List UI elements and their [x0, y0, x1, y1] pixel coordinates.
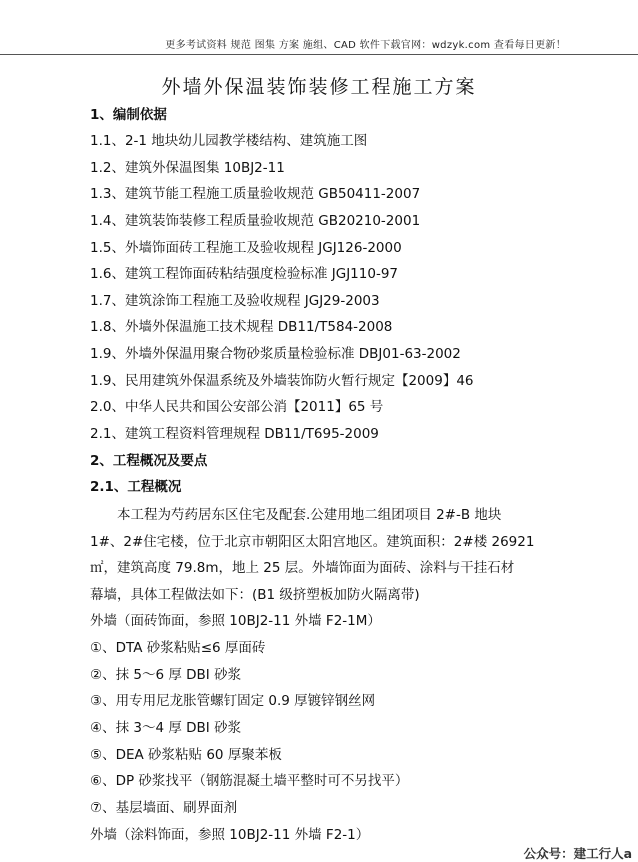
section-heading-overview: 2、工程概况及要点	[90, 453, 208, 469]
basis-item: 1.9、外墙外保温用聚合物砂浆质量检验标准 DBJ01-63-2002	[90, 346, 461, 362]
construction-step: ②、抹 5～6 厚 DBI 砂浆	[90, 667, 242, 683]
construction-step: ⑥、DP 砂浆找平（钢筋混凝土墙平整时可不另找平）	[90, 773, 409, 789]
document-title: 外墙外保温装饰装修工程施工方案	[161, 76, 477, 98]
project-overview-paragraph	[90, 502, 534, 608]
basis-item: 2.1、建筑工程资料管理规程 DB11/T695-2009	[90, 426, 379, 442]
basis-item: 1.5、外墙饰面砖工程施工及验收规程 JGJ126-2000	[90, 240, 402, 256]
header-text: 更多考试资料 规范 图集 方案 施组、CAD 软件下载官网：wdzyk.com 查看每日更新！	[165, 40, 566, 51]
basis-item: 1.8、外墙外保温施工技术规程 DB11/T584-2008	[90, 319, 393, 335]
basis-item: 1.9、民用建筑外保温系统及外墙装饰防火暂行规定【2009】46	[90, 373, 474, 389]
construction-step: ④、抹 3～4 厚 DBI 砂浆	[90, 720, 242, 736]
subsection-heading-project: 2.1、工程概况	[90, 479, 182, 495]
basis-item: 1.6、建筑工程饰面砖粘结强度检验标准 JGJ110-97	[90, 266, 399, 282]
construction-step: ③、用专用尼龙胀管螺钉固定 0.9 厚镀锌钢丝网	[90, 693, 376, 709]
basis-item: 1.7、建筑涂饰工程施工及验收规程 JGJ29-2003	[90, 293, 380, 309]
basis-item: 1.1、2-1 地块幼儿园教学楼结构、建筑施工图	[90, 133, 368, 149]
construction-step: ⑦、基层墙面、刷界面剂	[90, 800, 238, 816]
basis-item: 1.3、建筑节能工程施工质量验收规范 GB50411-2007	[90, 186, 421, 202]
section-heading-basis: 1、编制依据	[90, 107, 167, 123]
construction-step: ①、DTA 砂浆粘贴≤6 厚面砖	[90, 640, 266, 656]
overview-line: ㎡，建筑高度 79.8m，地上 25 层。外墙饰面为面砖、涂料与干挂石材	[90, 560, 515, 576]
basis-item: 2.0、中华人民共和国公安部公消【2011】65 号	[90, 399, 384, 415]
basis-item: 1.2、建筑外保温图集 10BJ2-11	[90, 160, 285, 176]
overview-line: 幕墙，具体工程做法如下：(B1 级挤塑板加防火隔离带)	[90, 586, 420, 603]
basis-item: 1.4、建筑装饰装修工程质量验收规范 GB20210-2001	[90, 213, 421, 229]
wall-type-heading: 外墙（涂料饰面，参照 10BJ2-11 外墙 F2-1）	[90, 827, 370, 843]
overview-line: 本工程为芍药居东区住宅及配套.公建用地二组团项目 2#-B 地块	[117, 507, 502, 523]
wall-type-heading: 外墙（面砖饰面，参照 10BJ2-11 外墙 F2-1M）	[90, 613, 381, 629]
construction-step: ⑤、DEA 砂浆粘贴 60 厚聚苯板	[90, 747, 282, 763]
page-header	[0, 34, 638, 55]
watermark-text: 公众号：建工行人a	[523, 846, 632, 861]
overview-line: 1#、2#住宅楼，位于北京市朝阳区太阳宫地区。建筑面积：2#楼 26921	[90, 533, 535, 550]
